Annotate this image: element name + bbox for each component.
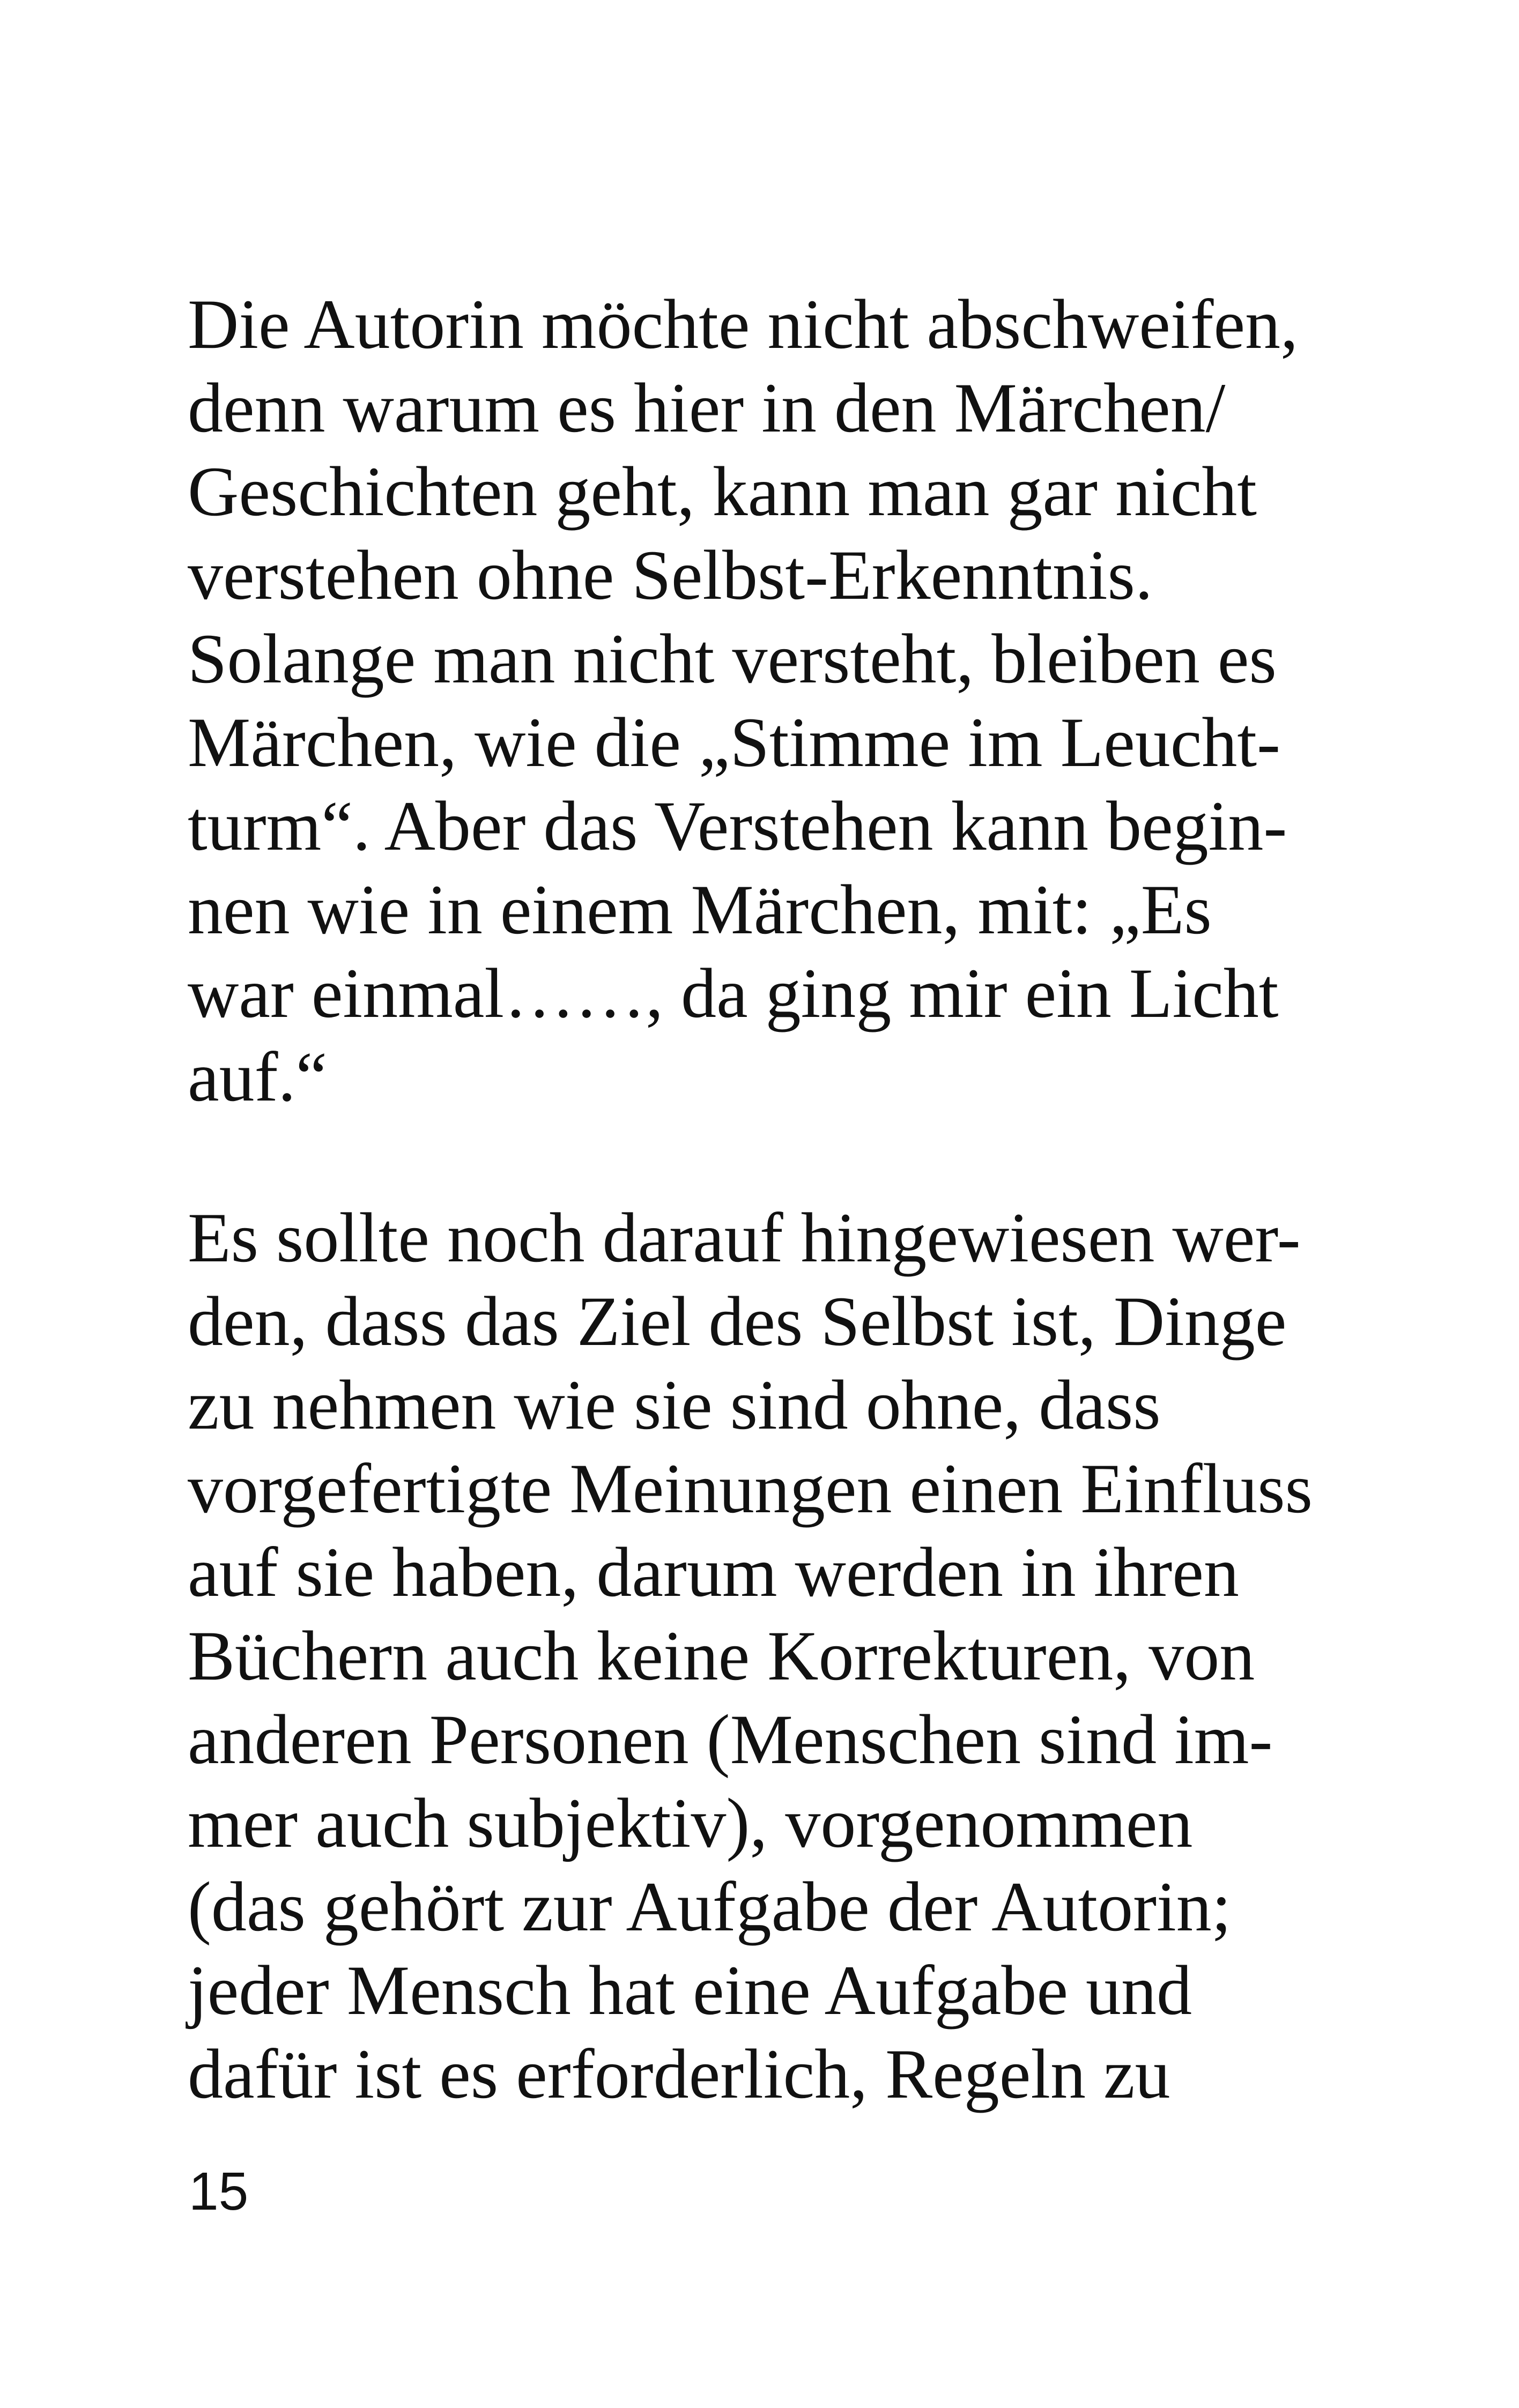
page-number: 15 (189, 2161, 249, 2221)
text-line: auf sie haben, darum werden in ihren (188, 1533, 1239, 1611)
paragraph-2 (188, 1196, 1453, 2116)
text-line: war einmal……, da ging mir ein Licht (188, 954, 1279, 1032)
text-line: nen wie in einem Märchen, mit: „Es (188, 870, 1212, 949)
text-line: jeder Mensch hat eine Aufgabe und (188, 1951, 1192, 2030)
text-line: (das gehört zur Aufgabe der Autorin; (188, 1867, 1232, 1946)
text-line: vorgefertigte Meinungen einen Einfluss (188, 1449, 1313, 1528)
text-line: anderen Personen (Menschen sind im- (188, 1700, 1273, 1779)
paragraph-1 (188, 283, 1453, 1119)
text-line: denn warum es hier in den Märchen/ (188, 368, 1226, 447)
text-line: Geschichten geht, kann man gar nicht (188, 452, 1257, 531)
text-line: Solange man nicht versteht, bleiben es (188, 619, 1277, 698)
text-line: verstehen ohne Selbst-Erkenntnis. (188, 536, 1153, 614)
text-line: den, dass das Ziel des Selbst ist, Dinge (188, 1282, 1287, 1361)
text-line: auf.“ (188, 1037, 328, 1116)
text-line: mer auch subjektiv), vorgenommen (188, 1783, 1193, 1862)
text-line: dafür ist es erforderlich, Regeln zu (188, 2034, 1170, 2113)
text-line: turm“. Aber das Verstehen kann begin- (188, 786, 1287, 865)
text-line: zu nehmen wie sie sind ohne, dass (188, 1365, 1161, 1444)
text-line: Büchern auch keine Korrekturen, von (188, 1616, 1255, 1695)
text-line: Märchen, wie die „Stimme im Leucht- (188, 703, 1281, 782)
text-line: Es sollte noch darauf hingewiesen wer- (188, 1198, 1301, 1277)
text-line: Die Autorin möchte nicht abschweifen, (188, 285, 1299, 363)
